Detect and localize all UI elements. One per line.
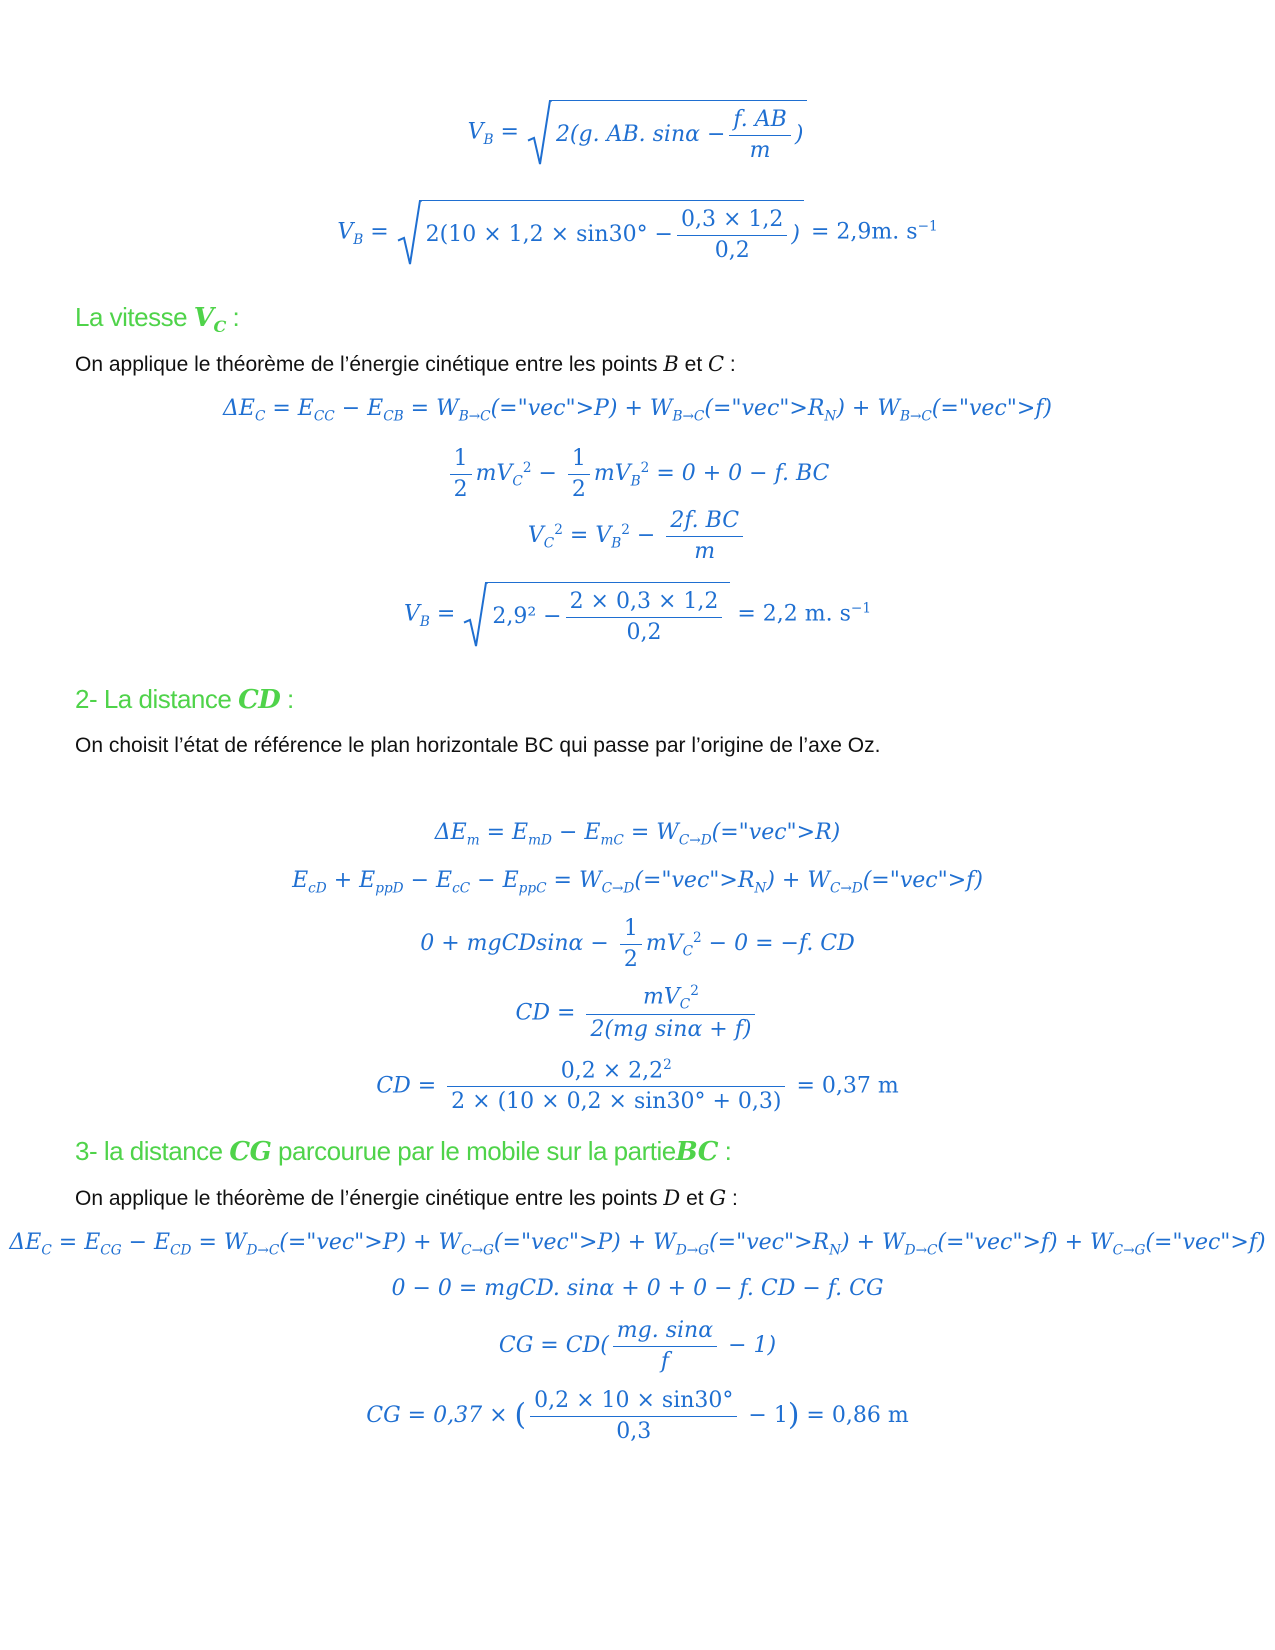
equation-cd-formula: CD = $\frac{mV_C^2}{\text{2(mg sinα + f)}}$ <box>0 982 1275 1045</box>
equation-delta-em: $\Delta E_m = E_{mD} - E_{mC}$ = $W_{C\to D}(="vec">R)$ <box>434 820 841 849</box>
section-heading-distance-cg: 3- la distance CG parcourue par le mobile sur la partieBC : <box>75 1136 732 1167</box>
equation-vb-formula: $V_B$ = 2(g. AB. sinα − $\frac{f. AB}{m}$ ) <box>0 100 1275 165</box>
equation-cd-numeric: CD = $\frac{0,2 \times 2,2^2}{2 \times (10 \times 0,2 \times \sin 30^\circ + 0,3)}$ = 0,37 m <box>376 1057 899 1115</box>
equation-cg-numeric: CG = 0,37 × ( $\frac{0,2 \times 10 \times \sin 30^\circ}{0,3}$ − 1) = 0,86 m <box>366 1388 909 1444</box>
equation-energy-dg: 0 − 0 = mgCD. sinα + 0 + 0 − f. CD − f. CG <box>391 1276 884 1301</box>
equation-vb-numeric: $V_B$ = 2(10 × 1,2 × sin30° − $\frac{0,3 \times 1,2}{0,2}$ ) = 2,9m. $s^{-1}$ <box>0 200 1275 265</box>
equation-kinetic-bc: $\frac{1}{2}$ $mV_C^2$ − $\frac{1}{2}$ $mV_B^2 = 0 + 0 - f$. BC <box>0 444 1275 504</box>
equation-delta-ec-bc: $\Delta E_C = E_{CC} - E_{CB}$ = $W_{B\to C}(="vec">P)$ + $W_{B\to C}(="vec">R_N)$ + $W_{B\to C}(="vec">f)$ <box>222 396 1052 425</box>
equation-delta-ec-dg: $\Delta E_C = E_{CG} - E_{CD}$ = $W_{D\to C}(="vec">P)$ + $W_{C\to G}(="vec">P)$ + $W_{D\to G}(="vec">R_N)$ + $W_{D\to C}(="vec">f)$ + $W_{C\to G}(="vec">f)$ <box>9 1230 1266 1259</box>
equation-vc-squared: $V_C^2 = V_B^2$ − $\frac{2f. BC}{m}$ <box>0 506 1275 566</box>
equation-vc-numeric: $V_B$ = 2,9² − $\frac{2 \times 0,3 \times 1,2}{0,2}$ = 2,2 m. $s^{-1}$ <box>0 582 1275 647</box>
paragraph-theorem-bc: On applique le théorème de l’énergie cinétique entre les points B et C : <box>75 352 736 376</box>
square-root: 2(g. AB. sinα − $\frac{f. AB}{m}$ ) <box>526 100 807 165</box>
section-heading-distance-cd: 2- La distance CD : <box>75 684 294 715</box>
paragraph-theorem-dg: On applique le théorème de l’énergie cinétique entre les points D et G : <box>75 1186 738 1210</box>
equation-energy-cd-expanded: 0 + mgCDsinα − $\frac{1}{2}$ $mV_C^2 - 0 = -f$. CD <box>420 916 855 972</box>
square-root: 2(10 × 1,2 × sin30° − $\frac{0,3 \times 1,2}{0,2}$ ) <box>396 200 804 265</box>
square-root: 2,9² − $\frac{2 \times 0,3 \times 1,2}{0,2}$ <box>462 582 730 647</box>
equation-energy-balance-cd: $E_{cD} + E_{ppD} - E_{cC} - E_{ppC}$ = $W_{C\to D}(="vec">R_N)$ + $W_{C\to D}(="vec">f)$ <box>292 868 983 897</box>
equation-cg-formula: CG = CD( $\frac{mg. \sin\alpha}{f}$ − 1) <box>498 1318 777 1374</box>
section-heading-vitesse-vc: La vitesse $V_C$ : <box>75 302 240 337</box>
paragraph-reference-state: On choisit l’état de référence le plan horizontale BC qui passe par l’origine de l’axe Oz. <box>75 734 881 757</box>
